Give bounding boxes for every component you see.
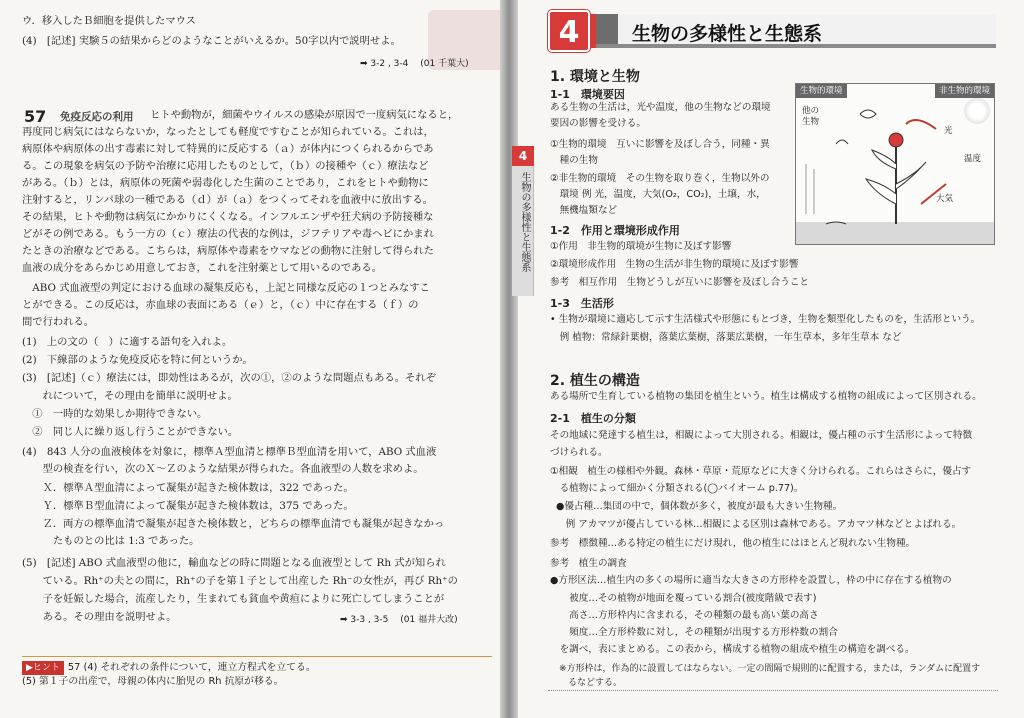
text-line: たときの治療などである。こちらは，病原体や毒素をウマなどの動物に注射して得られた xyxy=(22,245,434,257)
text-line: 参考 植生の調査 xyxy=(550,558,627,569)
figure-label: 他の xyxy=(802,106,820,116)
hint-box xyxy=(22,656,492,689)
left-page xyxy=(0,0,506,718)
subsection-heading: 1-3 生活形 xyxy=(550,297,614,310)
text-line: (2) 下線部のような免疫反応を特に何というか。 xyxy=(22,354,253,366)
text-line: ① 一時的な効果しか期待できない。 xyxy=(22,408,208,420)
text-line: • 生物が環境に適応して示す生活様式や形態にもとづき，生物を類型化したものを，生活形という。 xyxy=(550,314,981,325)
text-line: 病原体や病原体の出す毒素に対して特異的に反応する（ａ）が体内につくられるからであ xyxy=(22,143,434,155)
text-line: Ｙ．標準Ｂ型血清によって凝集が起きた検体数は，375 であった。 xyxy=(22,500,354,512)
section-heading: 1. 環境と生物 xyxy=(550,69,640,85)
text-line: 環境 例 光，温度，大気(O₂，CO₂)，土壌，水， xyxy=(550,189,766,200)
book-gutter xyxy=(500,0,518,718)
text-line: を調べ，表にまとめる。この表から，構成する植物の組成や植生の構造を調べる。 xyxy=(550,644,915,655)
side-tab-number: 4 xyxy=(512,146,534,166)
text-line: 種の生物 xyxy=(550,155,598,166)
text-line: 頻度…全方形枠数に対し，その種類が出現する方形枠数の割合 xyxy=(550,627,838,638)
plant-illustration xyxy=(796,84,994,244)
text-line: がある。（ｂ）とは，病原体の死菌や弱毒化した生菌のことであり，これをヒトや動物に xyxy=(22,177,429,189)
text-line: 子を妊娠した場合，流産したり，生まれても貧血や黄疸によりに死亡してしまうことが xyxy=(22,593,445,605)
text-line: 参考 相互作用 生物どうしが互いに影響を及ぼし合うこと xyxy=(550,277,810,288)
text-line: 再度同じ病気にはならないか，なったとしても軽度ですむことが知られている。これは， xyxy=(22,126,434,138)
hint-line: (5) 第１子の出産で，母親の体内に胎児の Rh 抗原が移る。 xyxy=(22,676,284,687)
text-line: 例 植物：常緑針葉樹，落葉広葉樹，落葉広葉樹，一年生草本，多年生草本 など xyxy=(550,332,902,343)
text-line: ①作用 非生物的環境が生物に及ぼす影響 xyxy=(550,241,732,252)
divider xyxy=(548,690,998,691)
figure-label: 生物 xyxy=(802,117,820,127)
text-line: づけられる。 xyxy=(550,447,608,458)
text-line: ①相観 植生の様相や外観。森林・草原・荒原などに大きく分けられる。これらはさらに，優占す xyxy=(550,466,972,477)
text-line: る植物によって細かく分類される(◯バイオーム p.77)。 xyxy=(550,483,804,494)
text-line: (4) [記述] 実験５の結果からどのようなことがいえるか。50字以内で説明せよ。 xyxy=(22,35,401,47)
text-line: (5) [記述] ABO 式血液型の他に，輸血などの時に問題となる血液型として Rh 式が知られ xyxy=(22,557,446,569)
text-line: 注射すると，リンパ球の一種である（ｄ）が（ａ）をつくってそれを血液中に放出する。 xyxy=(22,194,433,206)
reference-bottom: ➡ 3-3 , 3-5 (01 福井大改) xyxy=(340,615,458,625)
text-line: その結果，ヒトや動物は病気にかかりにくくなる。インフルエンザや狂犬病の予防接種な xyxy=(22,211,434,223)
question-number: 57 xyxy=(24,107,47,126)
text-line: ② 同じ人に繰り返し行うことができない。 xyxy=(22,426,239,438)
figure-label: 大気 xyxy=(936,194,954,204)
text-line: 型の検査を行い，次のＸ〜Ｚのような結果が得られた。各血液型の人数を求めよ。 xyxy=(22,463,424,475)
text-line: ●方形区法…植生内の多くの場所に適当な大きさの方形枠を設置し，枠の中に存在する植物の xyxy=(550,575,952,586)
text-line: たものとの比は 1:3 であった。 xyxy=(22,535,200,547)
hint-line: 57 (4) それぞれの条件について，連立方程式を立てる。 xyxy=(67,662,316,673)
text-line: ABO 式血液型の判定における血球の凝集反応も，上記と同様な反応の１つとみなすこ xyxy=(22,282,430,294)
reference-top: ➡ 3-2 , 3-4 (01 千葉大) xyxy=(360,59,469,69)
subsection-heading: 1-2 作用と環境形成作用 xyxy=(550,224,680,237)
text-line: Ｘ．標準Ａ型血清によって凝集が起きた検体数は，322 であった。 xyxy=(22,482,354,494)
text-line: ある場所で生育している植物の集団を植生という。植生は構成する植物の組成によって区別される。 xyxy=(550,391,982,402)
text-line: れについて，その理由を簡単に説明せよ。 xyxy=(22,390,238,402)
text-line: 例 アカマツが優占している林…相観による区別は森林である。アカマツ林などとよばれる。 xyxy=(556,519,962,530)
side-tab-text: 生物の多様性と生態系 xyxy=(519,172,530,272)
text-line: 参考 標徴種…ある特定の植生にだけ現れ，他の植生にはほとんど現れない生物種。 xyxy=(550,538,916,549)
environment-figure xyxy=(795,83,995,245)
text-line: ①生物的環境 互いに影響を及ぼし合う，同種・異 xyxy=(550,139,770,150)
text-line: ②非生物的環境 その生物を取り巻く，生物以外の xyxy=(550,173,770,184)
chapter-title: 生物の多様性と生態系 xyxy=(632,23,823,45)
chapter-header xyxy=(596,14,996,48)
text-line: ウ．移入したＢ細胞を提供したマウス xyxy=(22,15,196,27)
subsection-heading: 1-1 環境要因 xyxy=(550,88,625,101)
text-line: ある生物の生活は，光や温度，他の生物などの環境 xyxy=(550,102,771,113)
figure-label: 光 xyxy=(944,126,953,136)
text-line: 無機塩類など xyxy=(550,205,618,216)
text-line: 高さ…方形枠内に含まれる，その種類の最も高い葉の高さ xyxy=(550,610,819,621)
text-line: とができる。この反応は，赤血球の表面にある（ｅ）と，（ｃ）中に存在する（ｆ）の xyxy=(22,299,419,311)
text-line: 間で行われる。 xyxy=(22,316,95,328)
section-heading: 2. 植生の構造 xyxy=(550,373,640,389)
text-line: 要因の影響を受ける。 xyxy=(550,118,646,129)
text-line: 被度…その植物が地面を覆っている割合(被度階級で表す) xyxy=(550,593,817,604)
subsection-heading: 2-1 植生の分類 xyxy=(550,412,636,425)
hint-label: ▶ヒント xyxy=(22,661,64,675)
text-line: るなどする。 xyxy=(550,678,623,688)
text-line: ②環境形成作用 生物の生活が非生物的環境に及ぼす影響 xyxy=(550,259,799,270)
text-line: ※方形枠は，作為的に設置してはならない。一定の間隔で規則的に配置する，または，ランダムに配置す xyxy=(550,664,981,674)
question-title: 免疫反応の利用 xyxy=(60,111,134,123)
figure-label-abio: 非生物的環境 xyxy=(935,84,994,98)
text-line: (1) 上の文の（ ）に適する語句を入れよ。 xyxy=(22,336,233,348)
text-line: どがその例である。もう一方の（ｃ）療法の代表的な例は，ジフテリアや毒ヘビにかまれ xyxy=(22,228,434,240)
text-line: る。この現象を病気の予防や治療に応用したものとして，（ｂ）の接種や（ｃ）療法など xyxy=(22,160,429,172)
figure-label: 温度 xyxy=(964,154,982,164)
figure-label-bio: 生物的環境 xyxy=(796,84,847,98)
text-line: ている。Rh⁺の夫との間に，Rh⁺の子を第１子として出産した Rh⁻の女性が，再び Rh⁺の xyxy=(22,575,458,587)
text-line: (4) 843 人分の血液検体を対象に，標準Ａ型血清と標準Ｂ型血清を用いて，ABO 式血液 xyxy=(22,446,437,458)
text-line: Ｚ．両方の標準血清で凝集が起きた検体数と，どちらの標準血清でも凝集が起きなかっ xyxy=(22,518,445,530)
text-line: 血液の成分をあらかじめ用意しておき，これを注射薬として用いるのである。 xyxy=(22,262,382,274)
text-line: (3) [記述]（ｃ）療法には，即効性はあるが，次の①，②のような問題点もある。それぞ xyxy=(22,372,436,384)
text-line: ●優占種…集団の中で，個体数が多く，被度が最も大きい生物種。 xyxy=(556,501,843,512)
text-line: ヒトや動物が，細菌やウイルスの感染が原因で一度病気になると， xyxy=(150,109,459,121)
text-line: ある。その理由を説明せよ。 xyxy=(22,611,177,623)
chapter-number: 4 xyxy=(548,10,590,52)
text-line: その地域に発達する植生は，相観によって大別される。相観は，優占種の示す生活形によって特徴 xyxy=(550,430,973,441)
